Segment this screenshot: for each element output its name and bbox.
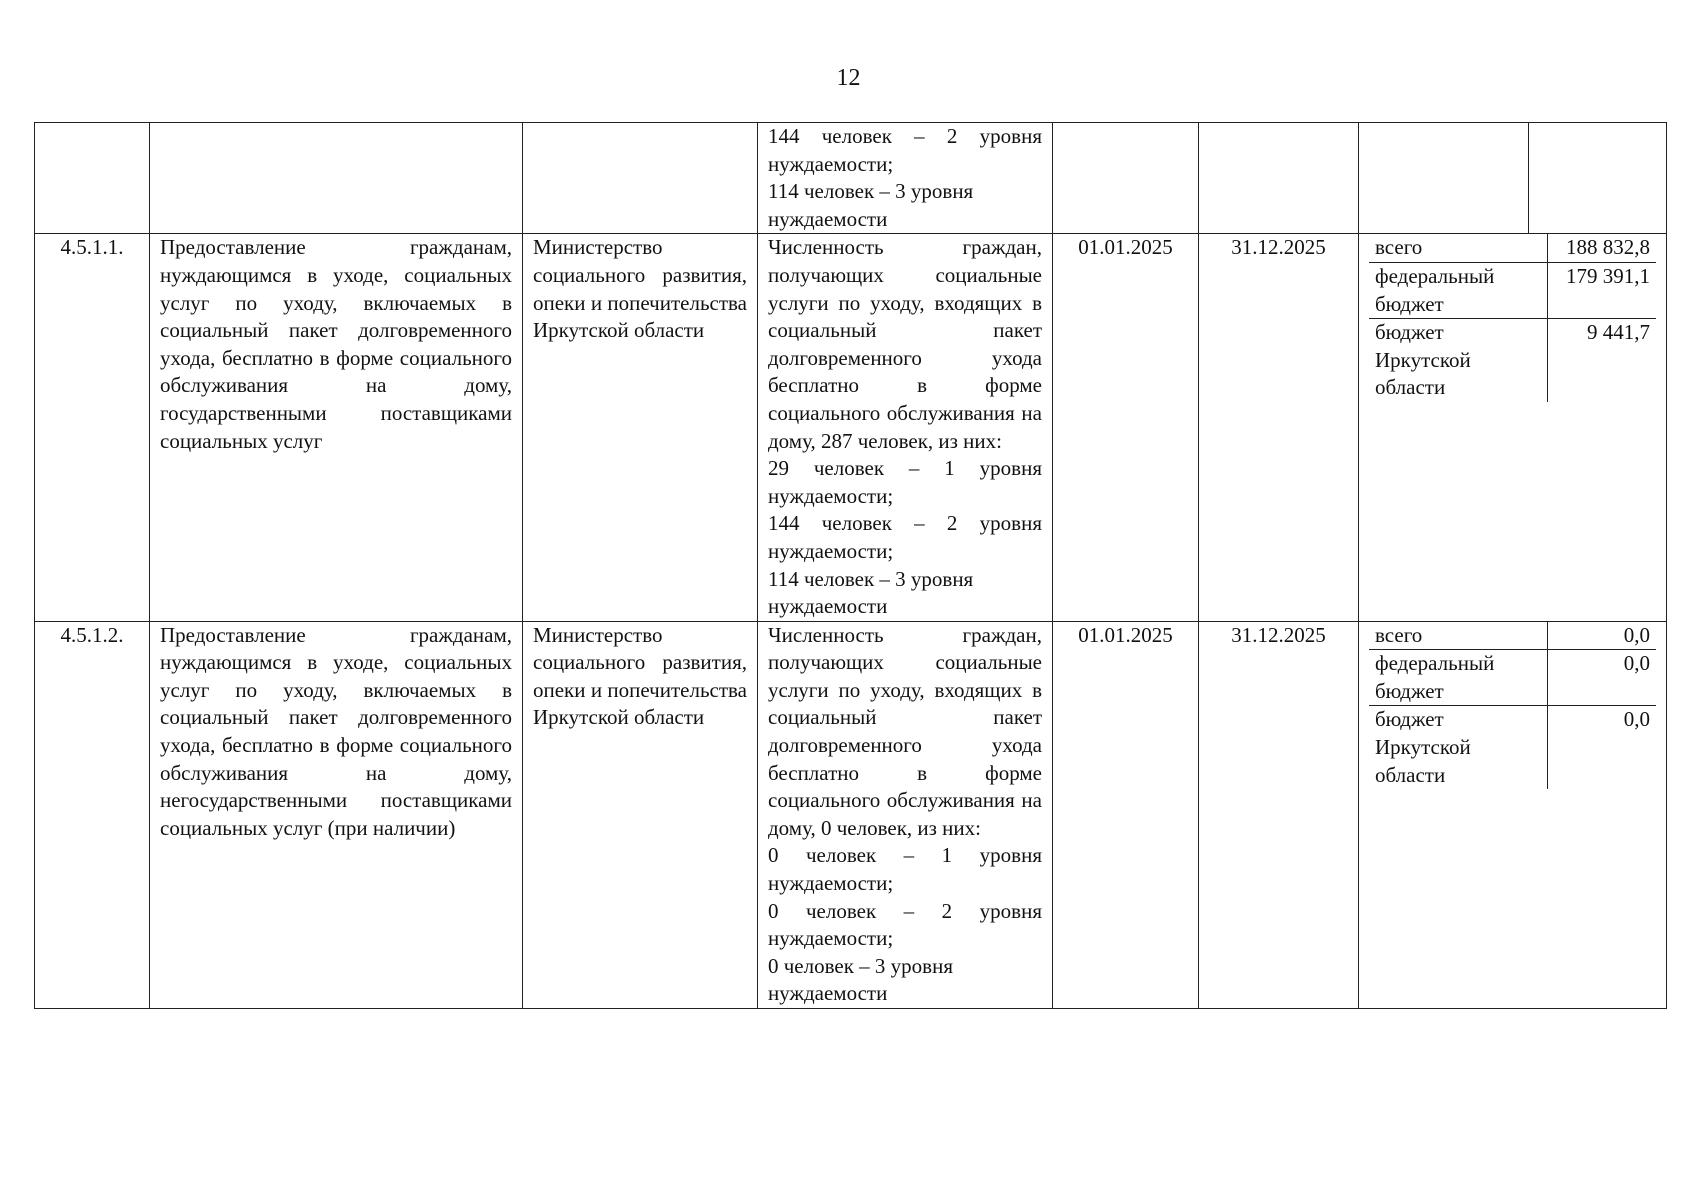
- finance-row: [1369, 622, 1656, 650]
- indicator-line: 114 человек – 3 уровня нуждаемости: [768, 566, 974, 619]
- finance-value: 179 391,1: [1548, 262, 1656, 318]
- finance-label: бюджет Иркутской области: [1369, 319, 1548, 402]
- row-number: 4.5.1.1.: [35, 234, 150, 621]
- finance-label: бюджет Иркутской области: [1369, 706, 1548, 789]
- finance-value: 0,0: [1548, 650, 1656, 706]
- indicator-line: Численность граждан, получающих социальные услуги по уходу, входящих в социальный пакет долговременного ухода бесплатно в форме социального обслуживания на дому, 0 человек, из них:: [768, 622, 1042, 840]
- finance-row: [1369, 319, 1656, 402]
- row-start-date: 01.01.2025: [1053, 621, 1199, 1008]
- indicator-line: 0 человек – 1 уровня нуждаемости;: [768, 843, 1042, 896]
- table-row: [35, 621, 1667, 1008]
- table-row-continuation: [35, 123, 1667, 234]
- indicator-line: 144 человек – 2 уровня нуждаемости;: [768, 124, 1042, 176]
- row-start-date: 01.01.2025: [1053, 234, 1199, 621]
- indicator-line: Численность граждан, получающих социальные услуги по уходу, входящих в социальный пакет долговременного ухода бесплатно в форме социального обслуживания на дому, 287 человек, из них:: [768, 235, 1042, 453]
- cell-indicator: [758, 123, 1053, 234]
- row-executor: Министерство социального развития, опеки и попечительства Иркутской области: [523, 621, 758, 1008]
- indicator-line: 144 человек – 2 уровня нуждаемости;: [768, 511, 1042, 563]
- cell-start-date: [1053, 123, 1199, 234]
- finance-value: 9 441,7: [1587, 320, 1650, 345]
- finance-row: [1369, 234, 1656, 262]
- program-table: [34, 122, 1667, 1009]
- finance-label: федеральный бюджет: [1369, 650, 1548, 706]
- cell-finance-source: [1359, 123, 1529, 234]
- cell-name: [150, 123, 523, 234]
- finance-row: [1369, 706, 1656, 789]
- row-finance: [1359, 621, 1667, 1008]
- indicator-line: 114 человек – 3 уровня нуждаемости: [768, 179, 974, 231]
- finance-value: 188 832,8: [1548, 234, 1656, 262]
- finance-label: всего: [1369, 622, 1548, 650]
- cell-finance-amount: [1529, 123, 1667, 234]
- page-number: 12: [836, 65, 861, 91]
- cell-end-date: [1199, 123, 1359, 234]
- cell-number: [35, 123, 150, 234]
- row-name: Предоставление гражданам, нуждающимся в уходе, социальных услуг по уходу, включаемых в социальный пакет долговременного ухода, бесплатно в форме социального обслуживания на дому, негосударственными поставщиками социальных услуг (при наличии): [150, 621, 523, 1008]
- row-indicator: [758, 234, 1053, 621]
- row-executor: Министерство социального развития, опеки и попечительства Иркутской области: [523, 234, 758, 621]
- finance-label: федеральный бюджет: [1369, 262, 1548, 318]
- indicator-line: 29 человек – 1 уровня нуждаемости;: [768, 456, 1042, 508]
- finance-value: 0,0: [1548, 622, 1656, 650]
- row-name: Предоставление гражданам, нуждающимся в уходе, социальных услуг по уходу, включаемых в социальный пакет долговременного ухода, бесплатно в форме социального обслуживания на дому, государственными поставщиками социальных услуг: [150, 234, 523, 621]
- row-end-date: 31.12.2025: [1199, 621, 1359, 1008]
- finance-row: [1369, 262, 1656, 318]
- indicator-line: 0 человек – 3 уровня нуждаемости: [768, 953, 953, 1006]
- finance-table: [1369, 622, 1656, 790]
- row-number: 4.5.1.2.: [35, 621, 150, 1008]
- indicator-line: 0 человек – 2 уровня нуждаемости;: [768, 898, 1042, 951]
- row-finance: [1359, 234, 1667, 621]
- finance-row: [1369, 650, 1656, 706]
- table-row: [35, 234, 1667, 621]
- finance-value: 0,0: [1623, 707, 1650, 732]
- row-end-date: 31.12.2025: [1199, 234, 1359, 621]
- finance-table: [1369, 234, 1656, 402]
- finance-label: всего: [1369, 234, 1548, 262]
- row-indicator: [758, 621, 1053, 1008]
- cell-executor: [523, 123, 758, 234]
